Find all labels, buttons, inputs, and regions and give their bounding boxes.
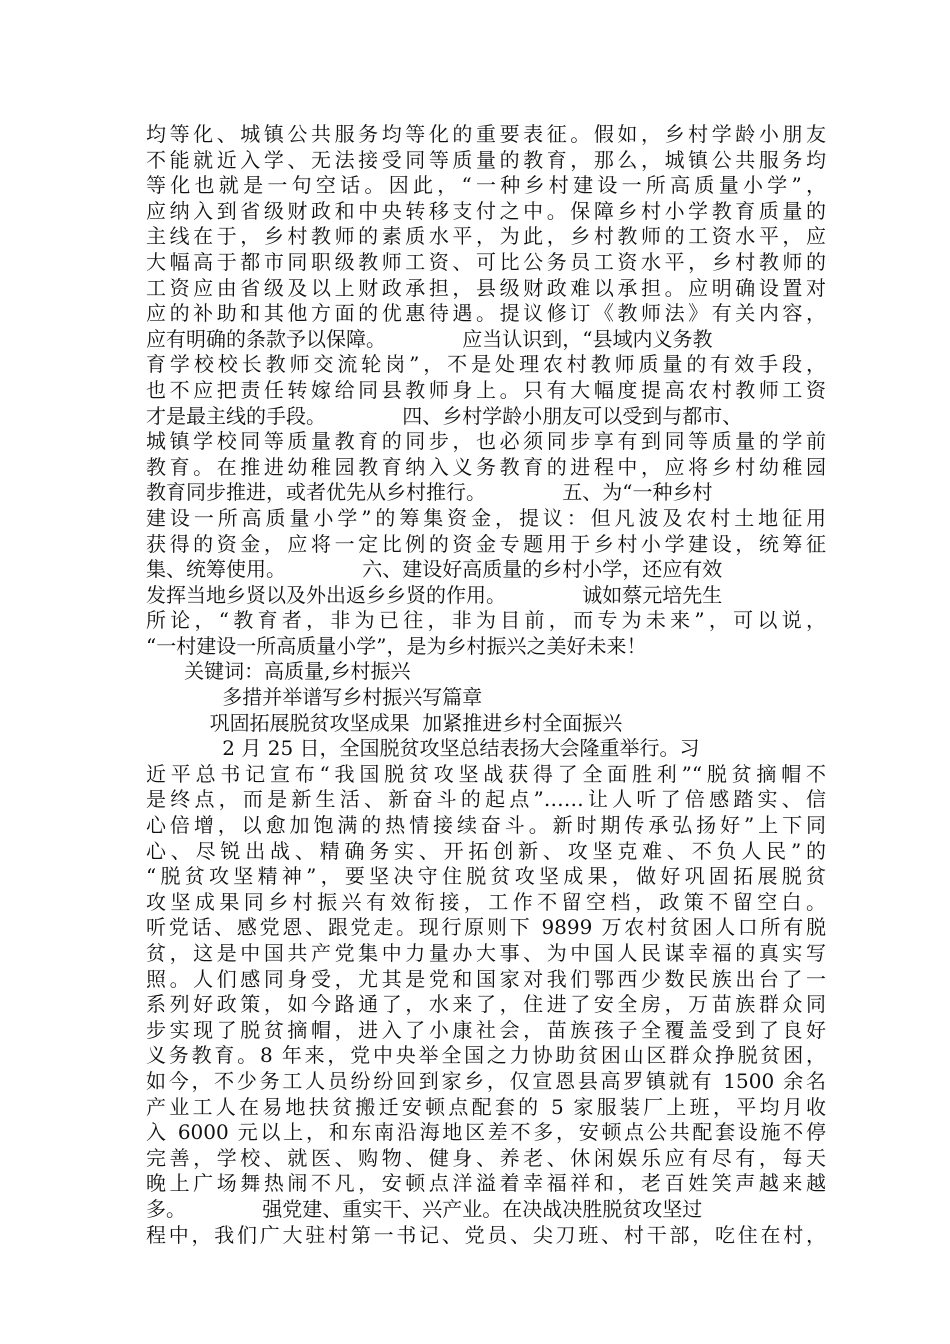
text-line: 心、尽锐出战、精确务实、开拓创新、攻坚克难、不负人民”的 <box>146 838 826 863</box>
text-line: 教育。在推进幼稚园教育纳入义务教育的进程中，应将乡村幼稚园 <box>146 454 826 479</box>
text-line: 贫，这是中国共产党集中力量办大事、为中国人民谋幸福的真实写 <box>146 941 826 965</box>
text-line: 义务教育。8 年来，党中央举全国之力协助贫困山区群众挣脱贫困， <box>146 1043 826 1068</box>
text-line: “脱贫攻坚精神”，要坚决守住脱贫攻坚成果，做好巩固拓展脱贫 <box>146 864 826 889</box>
text-line: 如今，不少务工人员纷纷回到家乡，仅宣恩县高罗镇就有 1500 余名 <box>146 1068 826 1093</box>
section-title: 多措并举谱写乡村振兴写篇章 <box>146 685 483 710</box>
text-line: 发挥当地乡贤以及外出返乡乡贤的作用。 诚如蔡元培先生 <box>146 582 723 607</box>
text-line: 所论，“教育者，非为已往，非为目前，而专为未来”，可以说， <box>146 608 826 633</box>
text-line: 不能就近入学、无法接受同等质量的教育，那么，城镇公共服务均 <box>146 147 826 172</box>
text-line: 产业工人在易地扶贫搬迁安顿点配套的 5 家服装厂上班，平均月收 <box>146 1094 826 1119</box>
text-line: 2 月 25 日，全国脱贫攻坚总结表扬大会隆重举行。习 <box>146 736 700 761</box>
text-line: 均等化、城镇公共服务均等化的重要表征。假如，乡村学龄小朋友 <box>146 122 826 146</box>
text-line: 近平总书记宣布“我国脱贫攻坚战获得了全面胜利”“脱贫摘帽不 <box>146 761 826 786</box>
text-line: 应的补助和其他方面的优惠待遇。提议修订《教师法》有关内容， <box>146 301 826 326</box>
text-line: 工资应由省级及以上财政承担，县级财政难以承担。应明确设置对 <box>146 275 826 300</box>
text-line: 主线在于，乡村教师的素质水平，为此，乡村教师的工资水平，应 <box>146 224 826 249</box>
text-line: 大幅高于都市同职级教师工资、可比公务员工资水平，乡村教师的 <box>146 249 826 274</box>
text-line: 城镇学校同等质量教育的同步，也必须同步享有到同等质量的学前 <box>146 429 826 454</box>
text-line: 集、统筹使用。 六、建设好高质量的乡村小学，还应有效 <box>146 557 723 582</box>
text-line: 等化也就是一句空话。因此，“一种乡村建设一所高质量小学”， <box>146 173 826 198</box>
text-line: 应有明确的条款予以保障。 应当认识到，“县域内义务教 <box>146 326 713 351</box>
text-line: “一村建设一所高质量小学”，是为乡村振兴之美好未来！ <box>146 633 647 658</box>
text-line: 也不应把责任转嫁给同县教师身上。只有大幅度提高农村教师工资 <box>146 377 826 402</box>
text-line: 照。人们感同身受，尤其是党和国家对我们鄂西少数民族出台了一 <box>146 966 826 991</box>
text-line: 才是最主线的手段。 四、乡村学龄小朋友可以受到与都市、 <box>146 403 743 428</box>
text-line: 听党话、感党恩、跟党走。现行原则下 9899 万农村贫困人口所有脱 <box>146 915 826 940</box>
text-line: 步实现了脱贫摘帽，进入了小康社会，苗族孩子全覆盖受到了良好 <box>146 1017 826 1042</box>
text-line: 晚上广场舞热闹不凡，安顿点洋溢着幸福祥和，老百姓笑声越来越 <box>146 1171 826 1196</box>
text-line: 攻坚成果同乡村振兴有效衔接，工作不留空档，政策不留空白。 <box>146 889 826 914</box>
keywords-line: 关键词：高质量,乡村振兴 <box>146 659 411 684</box>
text-line: 多。 强党建、重实干、兴产业。在决战决胜脱贫攻坚过 <box>146 1196 703 1221</box>
text-line: 育学校校长教师交流轮岗”，不是处理农村教师质量的有效手段， <box>146 352 826 377</box>
text-line: 应纳入到省级财政和中央转移支付之中。保障乡村小学教育质量的 <box>146 198 826 223</box>
text-line: 完善，学校、就医、购物、健身、养老、休闲娱乐应有尽有，每天 <box>146 1145 826 1170</box>
text-line: 教育同步推进，或者优先从乡村推行。 五、为“一种乡村 <box>146 480 713 505</box>
text-line: 系列好政策，如今路通了，水来了，住进了安全房，万苗族群众同 <box>146 992 826 1017</box>
article-title: 巩固拓展脱贫攻坚成果 加紧推进乡村全面振兴 <box>146 710 623 735</box>
text-line: 程中，我们广大驻村第一书记、党员、尖刀班、村干部，吃住在村， <box>146 1222 826 1247</box>
text-line: 建设一所高质量小学”的筹集资金，提议：但凡波及农村土地征用 <box>146 505 826 530</box>
text-line: 获得的资金，应将一定比例的资金专题用于乡村小学建设，统筹征 <box>146 531 826 556</box>
text-line: 是终点，而是新生活、新奋斗的起点”……让人听了倍感踏实、信 <box>146 787 826 812</box>
document-body <box>146 122 826 1248</box>
text-line: 心倍增，以愈加饱满的热情接续奋斗。新时期传承弘扬好”上下同 <box>146 813 826 838</box>
text-line: 入 6000 元以上，和东南沿海地区差不多，安顿点公共配套设施不停 <box>146 1120 826 1145</box>
